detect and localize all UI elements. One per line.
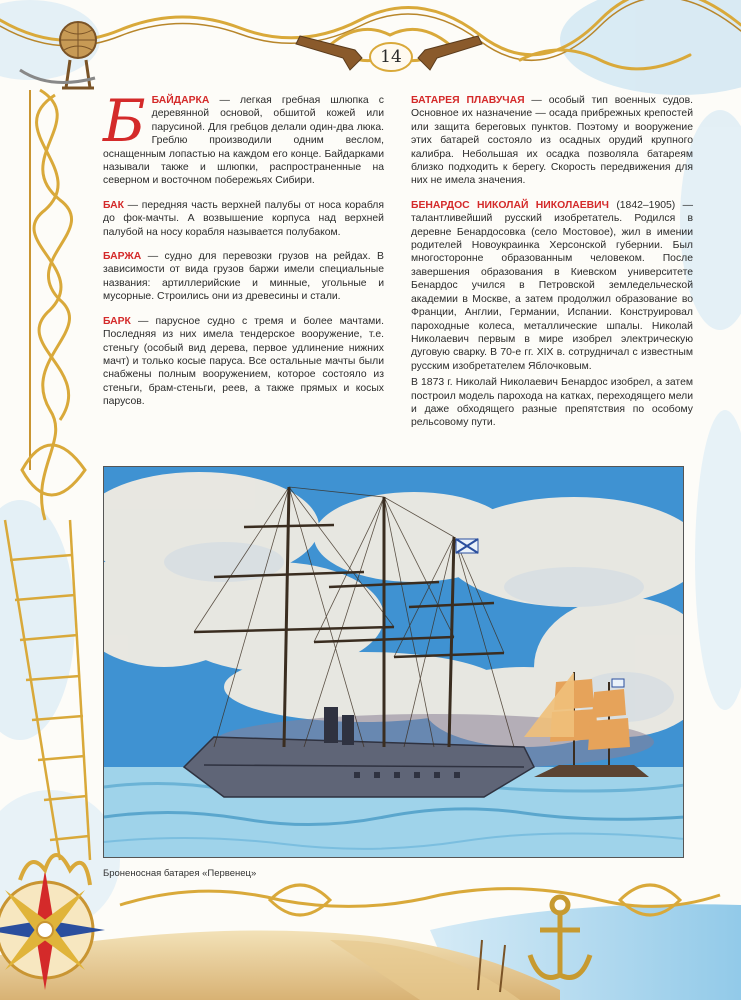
entry-text: В 1873 г. Николай Николаевич Бенардос изобрел, а затем построил модель парохода на катках, переходящего мели и даже обходящего разные препятствия по особому рельсовому пути. bbox=[411, 377, 693, 429]
entry-baydarka bbox=[103, 87, 384, 188]
entry-text: — особый тип военных судов. Основное их назначение — осада прибрежных крепостей или защита береговых пунктов. Поэтому и вооружение этих батарей состояло из осадных орудий крупного калибра. Небольшая их осадка позволяла батареям близко подходить к берегу. Скорость передвижения для них не имела значения. bbox=[411, 95, 693, 187]
entry-term: БАК bbox=[103, 199, 124, 211]
ship-illustration bbox=[103, 466, 684, 858]
entry-text: — легкая гребная шлюпка с деревянной основой, обшитой кожей или парусиной. Для гребцов делали один-два люка. Греблю производили одним веслом, оснащенным лопастью на каждом его конце. Байдарками называли также и шлюпки, распространенные на северном и восточном побережьях Сибири. bbox=[103, 95, 384, 187]
entry-text: (1842–1905) — талантливейший русский изобретатель. Родился в деревне Бенардосовка (село Мостовое), жил в имении родителей Новоукраинка Херсонской губернии. Был многосторонне образованным человеком. После завершения образования в Киевском университете Бенардос учился в Петровской земледельческой академии в Москве, а затем продолжил образование во Франции, Англии, Германии, Испании. Конструировал пароходные колеса, металлические шпалы. Николай Николаевич первым в мире изобрел электрическую дуговую сварку. В 70-е гг. XIX в. сотрудничал с известным русским изобретателем Яблочковым. bbox=[411, 199, 694, 372]
left-column bbox=[103, 87, 384, 420]
entry-batareya-plavuchaya bbox=[411, 94, 693, 188]
entry-barzha bbox=[103, 250, 384, 304]
page-number: 14 bbox=[380, 47, 402, 67]
entry-text: — передняя часть верхней палубы от носа корабля до фок-мачты. А возвышение корпуса над верхней палубой на носу корабля называется полубаком. bbox=[103, 199, 384, 238]
dropcap-letter: Б bbox=[103, 87, 146, 155]
entry-text: — судно для перевозки грузов на рейдах. В зависимости от вида грузов баржи имели специальные названия: артиллерийские и минные, угольные и мусорные. Строились они из древесины и стали. bbox=[103, 251, 384, 303]
entry-term: БАРЖА bbox=[103, 251, 142, 263]
entry-bak bbox=[103, 199, 384, 239]
entry-benardos-continued bbox=[411, 376, 693, 430]
entry-benardos bbox=[411, 199, 693, 373]
entry-term: БАТАРЕЯ ПЛАВУЧАЯ bbox=[411, 95, 525, 106]
entry-bark bbox=[103, 315, 384, 409]
entry-term: БАЙДАРКА bbox=[151, 95, 210, 106]
right-column bbox=[411, 94, 693, 441]
illustration-caption: Броненосная батарея «Первенец» bbox=[103, 868, 257, 879]
entry-term: БАРК bbox=[103, 315, 131, 327]
left-rope bbox=[22, 90, 85, 520]
ironclad-painting bbox=[104, 467, 684, 858]
entry-text: — парусное судно с тремя и более мачтами. Последняя из них имела тендерское вооружение, т.е. стеньгу (особый вид дерева, первое удлинение нижних мачт) и только косые паруса. Все остальные мачты были снабжены полным вооружением, которое состояло из стеньги, брам-стеньги, реев, а также прямых и косых парусов. bbox=[103, 315, 384, 408]
entry-term: БЕНАРДОС НИКОЛАЙ НИКОЛАЕВИЧ bbox=[411, 199, 609, 211]
